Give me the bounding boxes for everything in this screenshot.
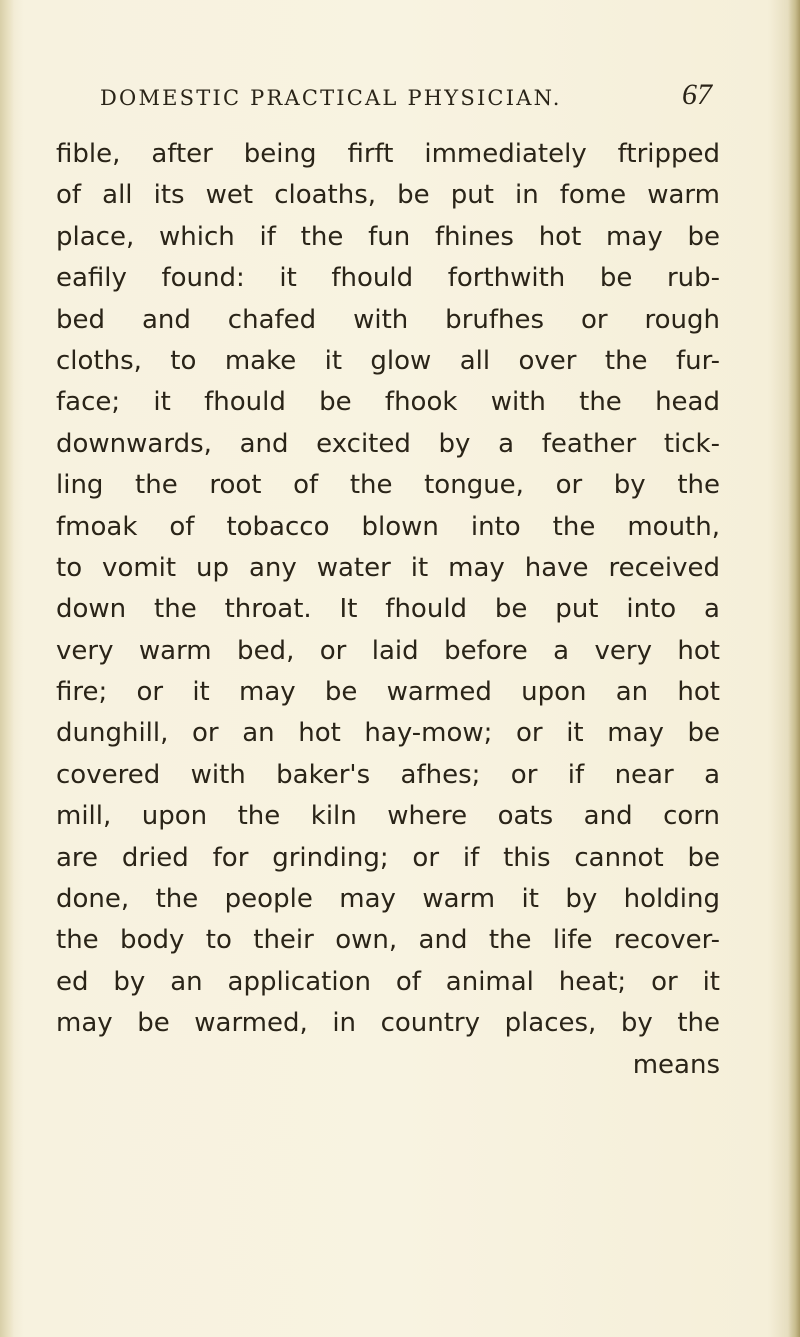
text-line: mill, upon the kiln where oats and corn (56, 801, 720, 832)
page-edge-shadow (788, 0, 800, 1337)
text-line: are dried for grinding; or if this cannot be (56, 842, 720, 873)
text-line: ed by an application of animal heat; or it (56, 966, 720, 997)
running-head: DOMESTIC PRACTICAL PHYSICIAN. (100, 86, 562, 110)
text-line: place, which if the fun fhines hot may be (56, 221, 720, 252)
body-text (56, 134, 720, 1086)
catchword: means (632, 1049, 720, 1080)
text-line: fire; or it may be warmed upon an hot (56, 677, 720, 708)
text-line: to vomit up any water it may have received (56, 552, 720, 583)
text-line: very warm bed, or laid before a very hot (56, 635, 720, 666)
text-line: may be warmed, in country places, by the (56, 1008, 720, 1039)
text-line: down the throat. It fhould be put into a (56, 594, 720, 625)
text-line: fmoak of tobacco blown into the mouth, (56, 511, 720, 542)
page-gutter-shadow (0, 0, 14, 1337)
text-line: ling the root of the tongue, or by the (56, 470, 720, 501)
text-line: of all its wet cloaths, be put in fome warm (56, 180, 720, 211)
text-line: bed and chafed with brufhes or rough (56, 304, 720, 335)
page-header (100, 78, 712, 118)
text-line: covered with baker's afhes; or if near a (56, 759, 720, 790)
text-line: downwards, and excited by a feather tick- (56, 428, 720, 459)
text-line: eafily found: it fhould forthwith be rub- (56, 263, 720, 294)
text-line: cloths, to make it glow all over the fur- (56, 345, 720, 376)
text-line: face; it fhould be fhook with the head (56, 387, 720, 418)
page-number: 67 (682, 78, 712, 111)
text-line: the body to their own, and the life recover- (56, 925, 720, 956)
text-line: fible, after being firft immediately ftripped (56, 139, 720, 169)
text-line: done, the people may warm it by holding (56, 884, 720, 915)
text-line: dunghill, or an hot hay-mow; or it may be (56, 718, 720, 749)
